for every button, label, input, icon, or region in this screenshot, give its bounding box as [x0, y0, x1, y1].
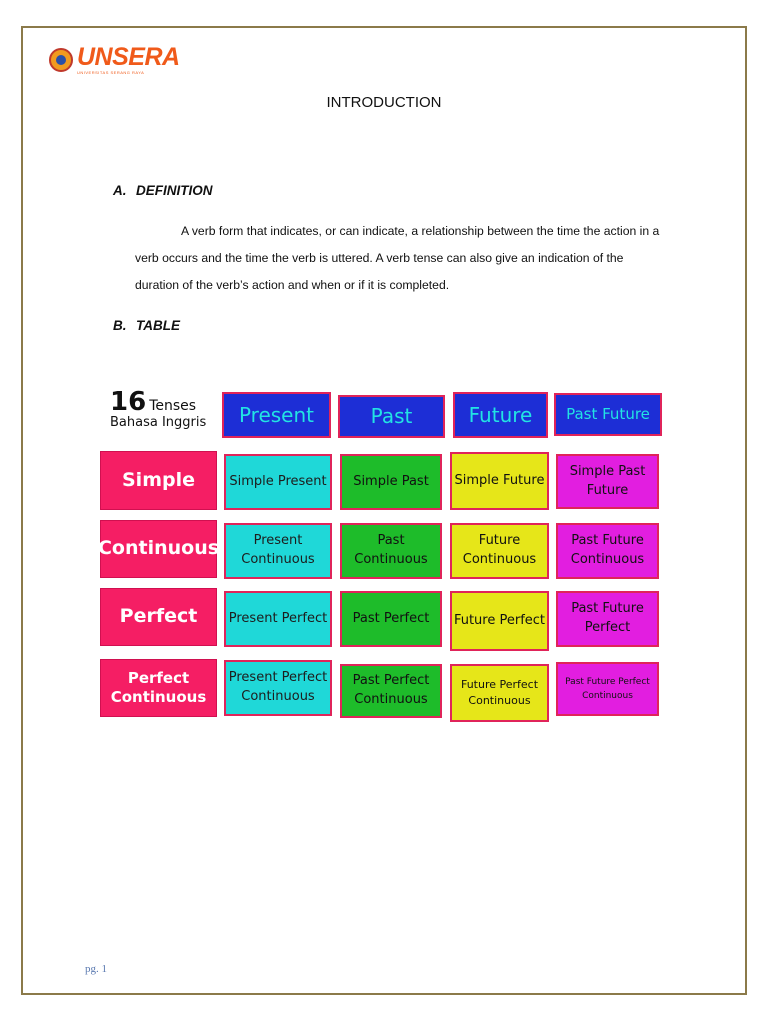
cell-simple-past-future: Simple Past Future [556, 454, 659, 509]
row-label-perfect-continuous: Perfect Continuous [100, 659, 217, 717]
cell-past-future-perfect-continuous: Past Future Perfect Continuous [556, 662, 659, 716]
label-tenses: Tenses [149, 398, 197, 414]
cell-simple-past: Simple Past [340, 454, 442, 510]
row-label-simple: Simple [100, 451, 217, 510]
label-bahasa: Bahasa Inggris [110, 415, 207, 430]
page-title: INTRODUCTION [326, 94, 442, 111]
cell-present-continuous: Present Continuous [224, 523, 332, 579]
cell-simple-future: Simple Future [450, 452, 549, 510]
header-present: Present [222, 392, 331, 438]
definition-paragraph [135, 218, 680, 299]
university-logo [49, 45, 180, 75]
logo-subtitle: UNIVERSITAS SERANG RAYA [77, 70, 145, 75]
cell-past-future-perfect: Past Future Perfect [556, 591, 659, 647]
row-label-continuous: Continuous [100, 520, 217, 578]
cell-future-continuous: Future Continuous [450, 523, 549, 579]
header-past: Past [338, 395, 445, 438]
tenses-table [97, 383, 670, 725]
table-label [110, 387, 206, 430]
logo-emblem-icon [49, 48, 73, 72]
cell-future-perfect-continuous: Future Perfect Continuous [450, 664, 549, 722]
page-number: pg. 1 [85, 963, 107, 975]
cell-past-perfect-continuous: Past Perfect Continuous [340, 664, 442, 718]
cell-past-perfect: Past Perfect [340, 591, 442, 647]
section-a-heading: A. DEFINITION [113, 183, 213, 198]
row-label-perfect: Perfect [100, 588, 217, 646]
logo-wordmark: UNSERA [77, 43, 180, 71]
cell-past-future-continuous: Past Future Continuous [556, 523, 659, 579]
cell-simple-present: Simple Present [224, 454, 332, 510]
definition-line-3: duration of the verb’s action and when or if it is completed. [135, 278, 450, 292]
cell-past-continuous: Past Continuous [340, 523, 442, 579]
definition-line-1: A verb form that indicates, or can indicate, a relationship between the time the action in a [181, 224, 660, 238]
label-number: 16 [110, 387, 147, 417]
section-b-heading: B. TABLE [113, 318, 180, 333]
cell-present-perfect-continuous: Present Perfect Continuous [224, 660, 332, 716]
cell-future-perfect: Future Perfect [450, 591, 549, 651]
header-past-future: Past Future [554, 393, 662, 436]
cell-present-perfect: Present Perfect [224, 591, 332, 647]
header-future: Future [453, 392, 548, 438]
definition-line-2: verb occurs and the time the verb is uttered. A verb tense can also give an indication of the [135, 251, 624, 265]
